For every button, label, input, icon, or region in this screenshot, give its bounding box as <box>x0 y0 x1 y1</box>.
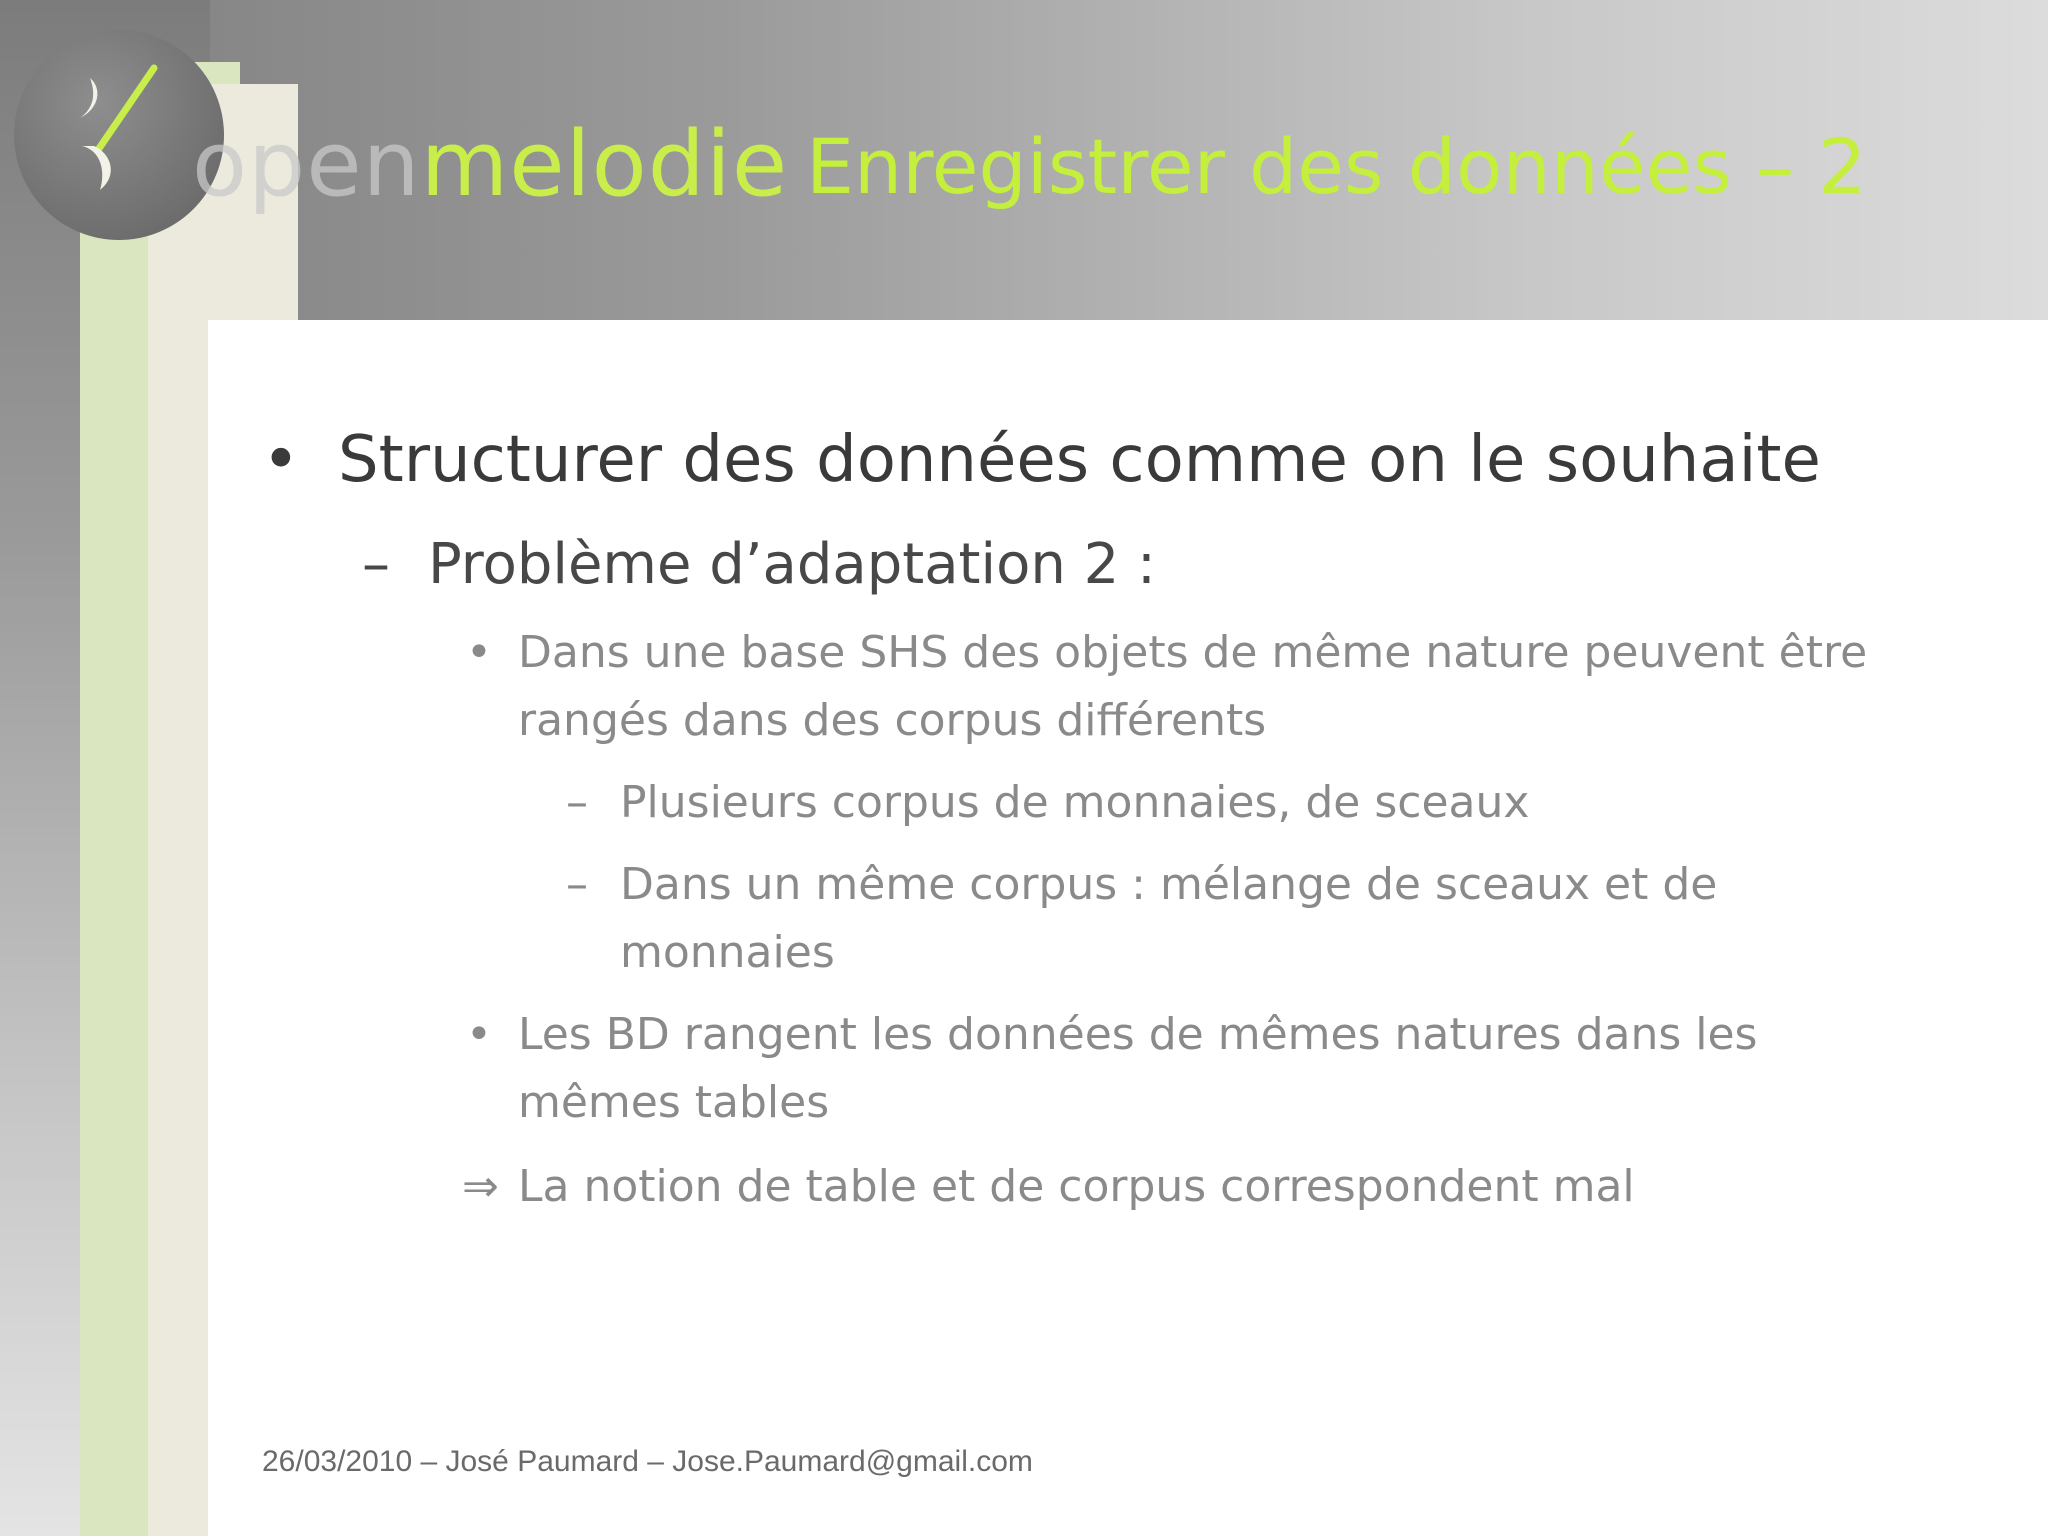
footer-text: 26/03/2010 – José Paumard – Jose.Paumard@gmail.com <box>262 1445 1033 1478</box>
bullet-l1: • <box>262 423 300 497</box>
content-panel <box>208 320 2048 1536</box>
quill-slash-icon <box>60 58 200 208</box>
dash-s1: – <box>566 777 588 828</box>
dash-l2: – <box>362 532 390 597</box>
brand-melodie: melodie <box>420 112 789 217</box>
text-s2-line2: monnaies <box>620 927 835 978</box>
brand-wordmark <box>192 110 788 220</box>
arrow-conclusion: ⇒ <box>462 1161 499 1212</box>
heading-l2: Problème d’adaptation 2 : <box>428 532 1156 597</box>
heading-l1: Structurer des données comme on le souhaite <box>338 423 1821 497</box>
bullet-b2: • <box>466 1009 492 1060</box>
text-b1-line2: rangés dans des corpus différents <box>518 695 1267 746</box>
text-b2-line2: mêmes tables <box>518 1077 830 1128</box>
text-s1: Plusieurs corpus de monnaies, de sceaux <box>620 777 1530 828</box>
bullet-b1: • <box>466 627 492 678</box>
dash-s2: – <box>566 859 588 910</box>
text-b2-line1: Les BD rangent les données de mêmes natures dans les <box>518 1009 1758 1060</box>
slide-title: Enregistrer des données – 2 <box>806 122 1867 211</box>
text-b1-line1: Dans une base SHS des objets de même nature peuvent être <box>518 627 1868 678</box>
text-conclusion: La notion de table et de corpus correspondent mal <box>518 1161 1635 1212</box>
brand-open: open <box>192 112 421 217</box>
text-s2-line1: Dans un même corpus : mélange de sceaux et de <box>620 859 1718 910</box>
